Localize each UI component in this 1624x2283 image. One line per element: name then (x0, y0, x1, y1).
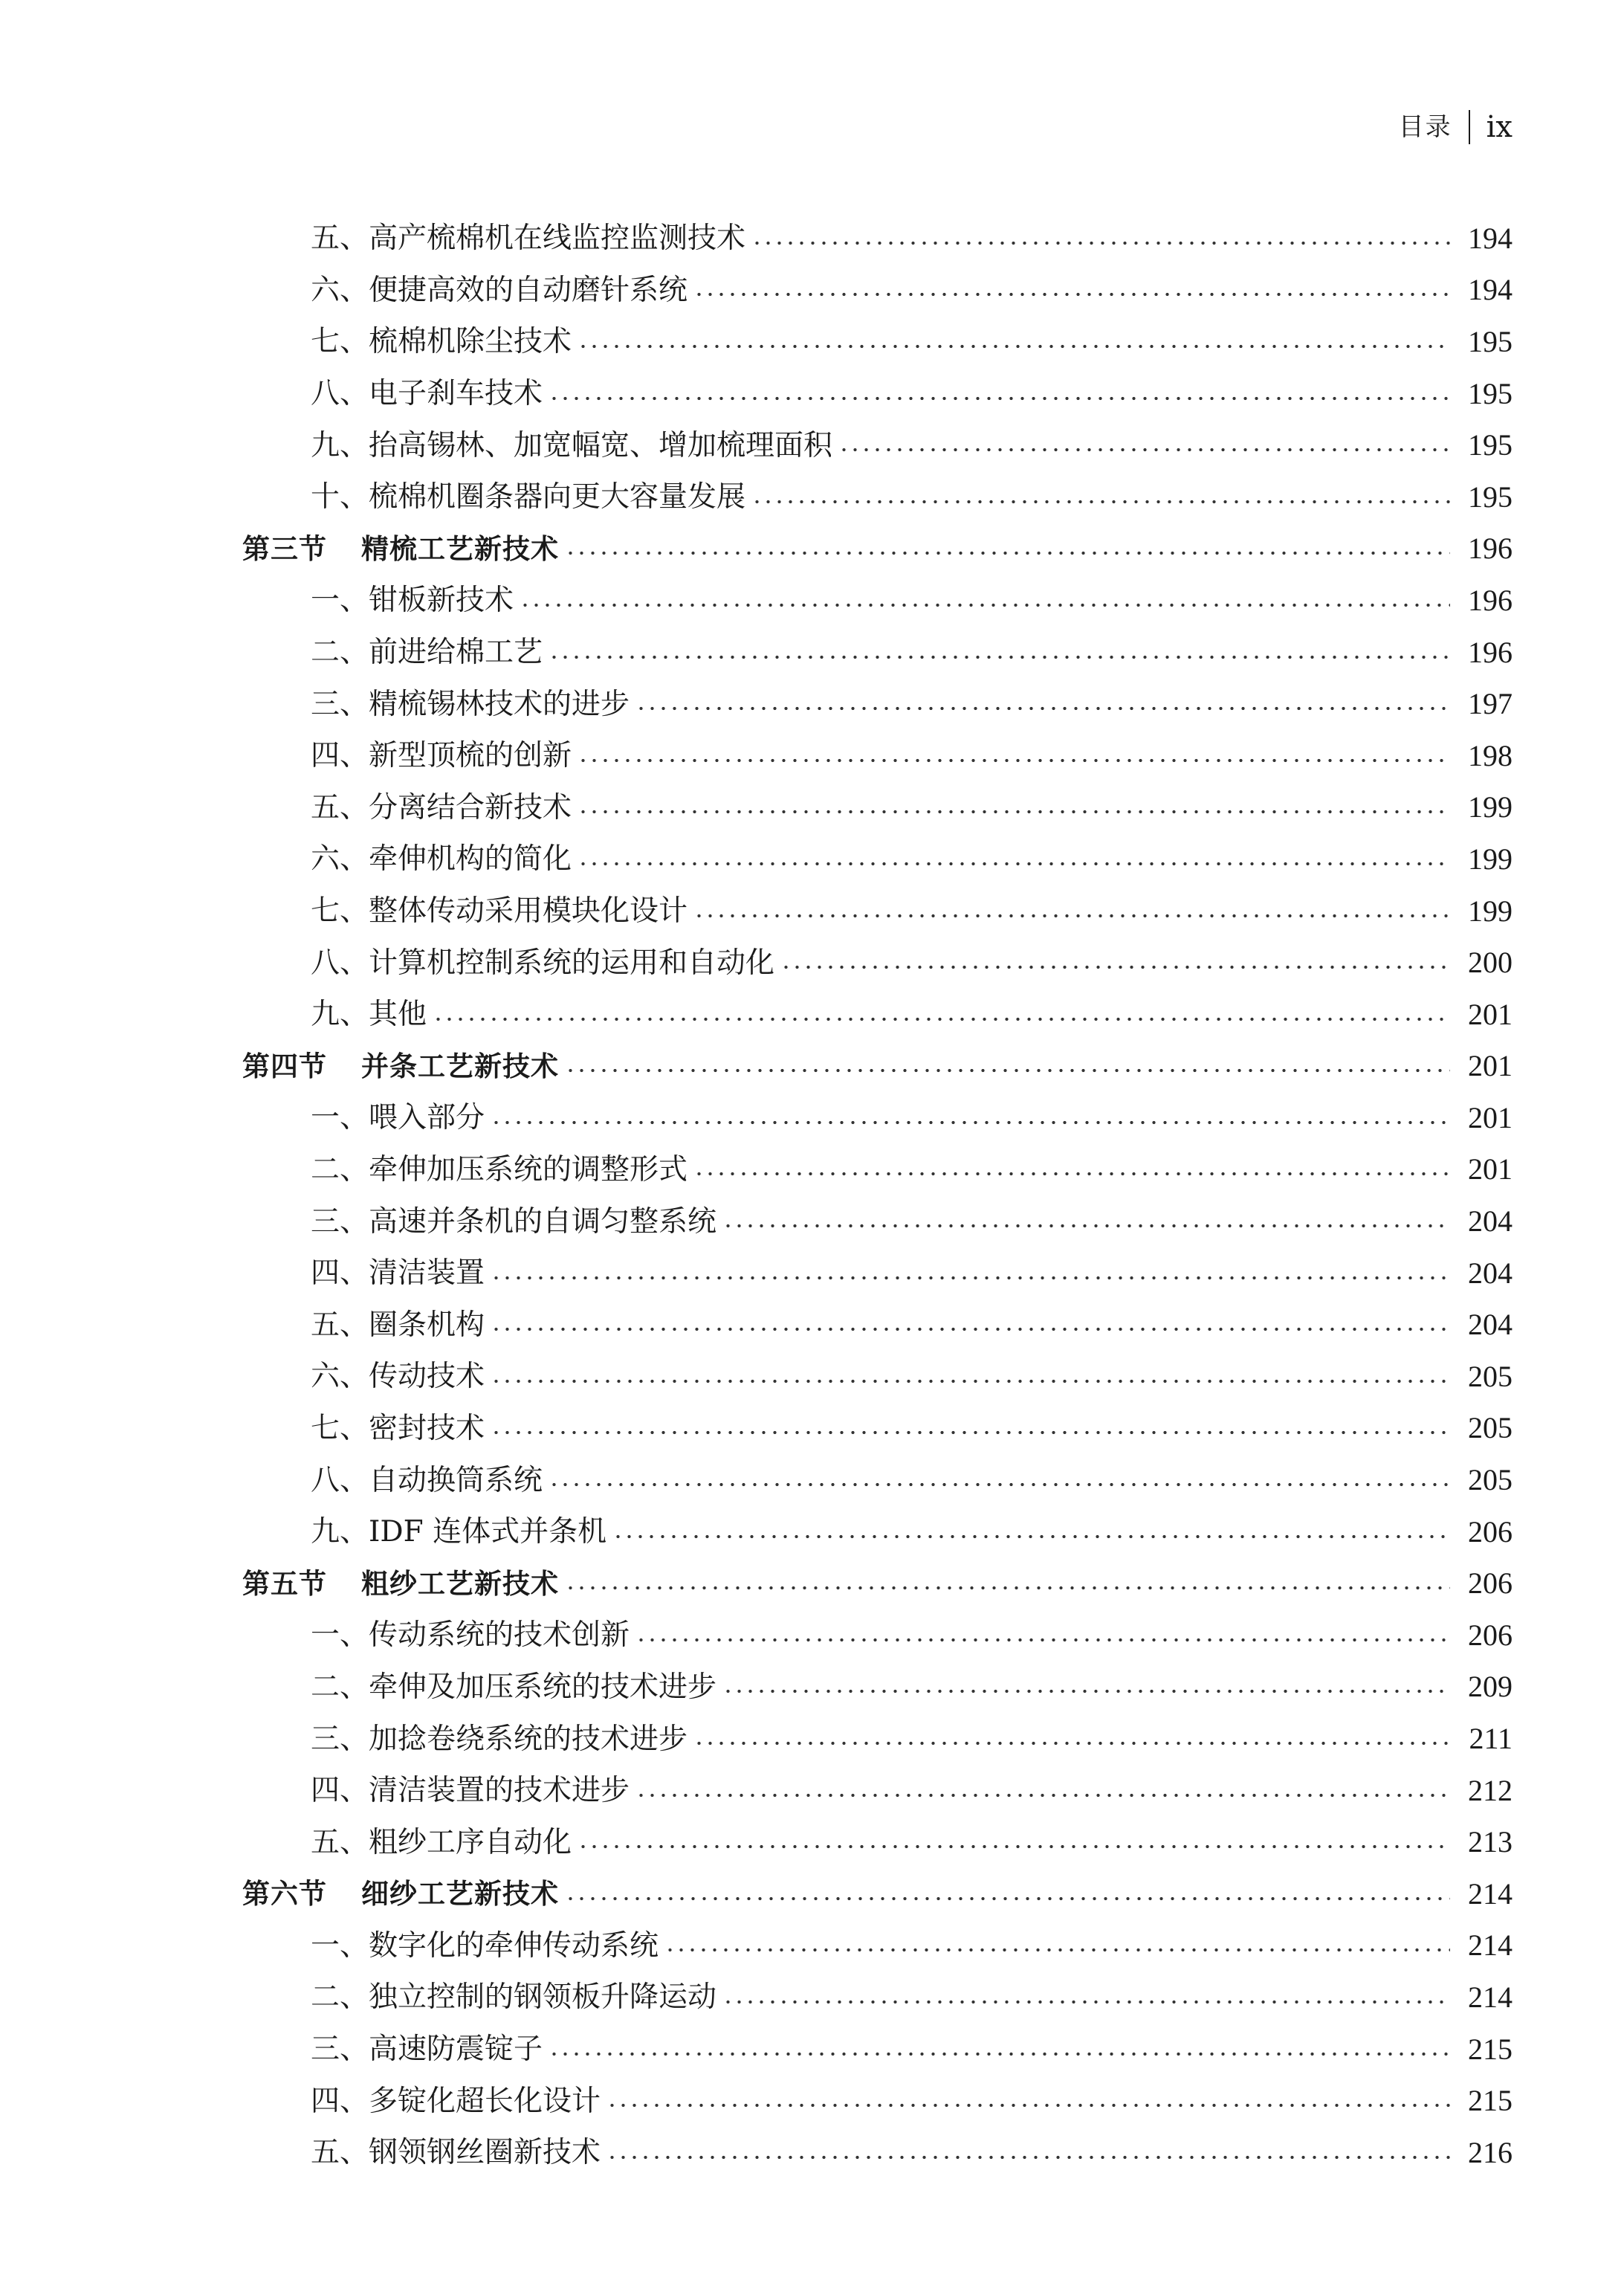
toc-entry-row[interactable] (0, 1403, 1624, 1455)
toc-entry-title: 八、计算机控制系统的运用和自动化 (311, 946, 775, 980)
toc-entry-row[interactable] (0, 937, 1624, 989)
dot-leader (491, 1326, 1450, 1332)
dot-leader (780, 964, 1450, 970)
toc-entry-title: 三、高速防震锭子 (311, 2032, 543, 2067)
toc-page-number: 199 (1468, 790, 1513, 824)
running-head-title: 目录 (1398, 112, 1452, 142)
dot-leader (722, 1688, 1450, 1694)
toc-entry-row[interactable] (0, 885, 1624, 937)
toc-page-number: 199 (1468, 894, 1513, 928)
toc-entry-title: 四、清洁装置 (311, 1256, 485, 1291)
toc-section-heading (242, 1050, 559, 1082)
toc-entry-title: 九、抬高锡林、加宽幅宽、增加梳理面积 (311, 428, 833, 462)
toc-section-label: 第六节 (242, 1878, 327, 1911)
toc-page-number: 198 (1468, 738, 1513, 772)
toc-section-row[interactable] (0, 523, 1624, 575)
toc-page-number: 197 (1468, 687, 1513, 721)
dot-leader (635, 705, 1450, 711)
page-number: ix (1486, 110, 1513, 144)
toc-entry-row[interactable] (0, 1092, 1624, 1144)
toc-section-title: 精梳工艺新技术 (361, 532, 559, 565)
toc-entry-title: 二、牵伸加压系统的调整形式 (311, 1152, 688, 1186)
toc-page-number: 195 (1468, 376, 1513, 410)
dot-leader (491, 1275, 1450, 1281)
dot-leader (578, 809, 1450, 815)
toc-entry-row[interactable] (0, 1247, 1624, 1299)
toc-page-number: 206 (1468, 1514, 1513, 1549)
dot-leader (578, 343, 1450, 349)
toc-page-number: 209 (1468, 1670, 1513, 1704)
toc-entry-title: 七、整体传动采用模块化设计 (311, 894, 688, 929)
toc-page-number: 204 (1468, 1204, 1513, 1239)
toc-entry-title: 七、梳棉机除尘技术 (311, 325, 572, 359)
dot-leader (520, 602, 1450, 608)
dot-leader (578, 758, 1450, 763)
toc-entry-row[interactable] (0, 1454, 1624, 1506)
toc-section-label: 第五节 (242, 1567, 327, 1600)
toc-entry-title: 六、牵伸机构的简化 (311, 842, 572, 876)
toc-entry-title: 八、电子刹车技术 (311, 377, 543, 411)
toc-entry-row[interactable] (0, 2024, 1624, 2076)
toc-page-number: 205 (1468, 1359, 1513, 1393)
toc-page-number: 196 (1468, 583, 1513, 617)
dot-leader (722, 1223, 1450, 1229)
dot-leader (491, 1378, 1450, 1384)
toc-section-heading (242, 1567, 559, 1600)
toc-entry-title: 一、传动系统的技术创新 (311, 1618, 630, 1653)
toc-entry-row[interactable] (0, 1920, 1624, 1972)
toc-entry-title: 九、其他 (311, 998, 427, 1032)
dot-leader (565, 1068, 1450, 1073)
toc-entry-row[interactable] (0, 1195, 1624, 1247)
toc-page-number: 204 (1468, 1308, 1513, 1342)
toc-entry-title: 二、独立控制的钢领板升降运动 (311, 1980, 717, 2015)
toc-entry-row[interactable] (0, 1972, 1624, 2024)
toc-entry-title: 五、高产梳棉机在线监控监测技术 (311, 222, 746, 256)
toc-entry-row[interactable] (0, 1816, 1624, 1868)
dot-leader (549, 654, 1450, 660)
toc-entry-row[interactable] (0, 782, 1624, 834)
dot-leader (838, 447, 1450, 453)
toc-page-number: 200 (1468, 946, 1513, 980)
dot-leader (491, 1120, 1450, 1126)
toc-page-number: 204 (1468, 1256, 1513, 1290)
toc-section-row[interactable] (0, 1557, 1624, 1609)
toc-entry-row[interactable] (0, 833, 1624, 885)
dot-leader (565, 550, 1450, 556)
toc-entry-title: 一、钳板新技术 (311, 584, 514, 618)
toc-entry-row[interactable] (0, 1351, 1624, 1403)
toc-entry-row[interactable] (0, 1765, 1624, 1817)
toc-section-row[interactable] (0, 1868, 1624, 1920)
toc-entry-row[interactable] (0, 2075, 1624, 2127)
toc-page-number: 195 (1468, 324, 1513, 358)
toc-page-number: 212 (1468, 1773, 1513, 1807)
dot-leader (722, 1999, 1450, 2005)
toc-entry-row[interactable] (0, 2127, 1624, 2179)
header-divider (1469, 110, 1470, 144)
toc-entry-row[interactable] (0, 989, 1624, 1041)
page-header (1399, 110, 1513, 144)
toc-page-number: 201 (1468, 997, 1513, 1031)
dot-leader (693, 291, 1450, 297)
dot-leader (612, 1534, 1450, 1540)
dot-leader (693, 1740, 1450, 1746)
dot-leader (693, 913, 1450, 919)
toc-entry-title: 一、喂入部分 (311, 1101, 485, 1135)
dot-leader (565, 1585, 1450, 1591)
toc-entry-title: 五、圈条机构 (311, 1308, 485, 1342)
dot-leader (578, 1844, 1450, 1850)
toc-entry-row[interactable] (0, 265, 1624, 317)
toc-entry-row[interactable] (0, 575, 1624, 627)
dot-leader (578, 861, 1450, 867)
dot-leader (565, 1896, 1450, 1902)
toc-page-number: 211 (1469, 1722, 1513, 1756)
toc-entry-title: 一、数字化的牵伸传动系统 (311, 1928, 659, 1963)
dot-leader (606, 2102, 1450, 2108)
toc-entry-row[interactable] (0, 1713, 1624, 1765)
toc-entry-title: 五、分离结合新技术 (311, 790, 572, 824)
dot-leader (433, 1016, 1450, 1022)
toc-section-title: 粗纱工艺新技术 (361, 1567, 559, 1600)
toc-page-number: 199 (1468, 842, 1513, 876)
toc-page-number: 201 (1468, 1152, 1513, 1186)
toc-entry-row[interactable] (0, 213, 1624, 265)
dot-leader (635, 1637, 1450, 1643)
toc-section-label: 第四节 (242, 1050, 327, 1082)
toc-page-number: 215 (1468, 2084, 1513, 2118)
toc-entry-title: 二、牵伸及加压系统的技术进步 (311, 1670, 717, 1704)
toc-entry-row[interactable] (0, 419, 1624, 471)
toc-entry-title: 九、IDF 连体式并条机 (311, 1515, 607, 1549)
toc-entry-title: 六、便捷高效的自动磨针系统 (311, 273, 688, 307)
toc-section-title: 并条工艺新技术 (361, 1050, 559, 1082)
toc-entry-row[interactable] (0, 316, 1624, 368)
toc-page-number: 201 (1468, 1100, 1513, 1134)
toc-entry-row[interactable] (0, 368, 1624, 420)
toc-entry-title: 十、梳棉机圈条器向更大容量发展 (311, 480, 746, 514)
toc-entry-title: 二、前进给棉工艺 (311, 636, 543, 670)
toc-section-heading (242, 532, 559, 565)
dot-leader (635, 1792, 1450, 1798)
dot-leader (664, 1947, 1450, 1953)
toc-page-number: 216 (1468, 2135, 1513, 2169)
toc-page-number: 213 (1468, 1825, 1513, 1859)
toc-page-number: 201 (1468, 1049, 1513, 1083)
toc-page-number: 215 (1468, 2032, 1513, 2066)
toc-entry-title: 八、自动换筒系统 (311, 1463, 543, 1497)
toc-entry-title: 三、加捻卷绕系统的技术进步 (311, 1722, 688, 1756)
toc-entry-row[interactable] (0, 678, 1624, 730)
toc-page-number: 214 (1468, 1980, 1513, 2014)
dot-leader (751, 499, 1450, 505)
toc-entry-row[interactable] (0, 1299, 1624, 1351)
toc-entry-row[interactable] (0, 730, 1624, 782)
toc-page-number: 194 (1468, 273, 1513, 307)
toc-entry-row[interactable] (0, 1144, 1624, 1196)
dot-leader (549, 2051, 1450, 2057)
toc-section-label: 第三节 (242, 532, 327, 565)
toc-entry-title: 三、精梳锡林技术的进步 (311, 687, 630, 721)
dot-leader (549, 1482, 1450, 1488)
dot-leader (693, 1171, 1450, 1177)
toc-entry-row[interactable] (0, 1506, 1624, 1558)
toc-entry-title: 六、传动技术 (311, 1360, 485, 1394)
toc-section-title: 细纱工艺新技术 (361, 1878, 559, 1911)
toc-page-number: 206 (1468, 1618, 1513, 1652)
toc-page-number: 196 (1468, 635, 1513, 669)
toc-entry-title: 五、粗纱工序自动化 (311, 1825, 572, 1859)
toc-page-number: 196 (1468, 532, 1513, 566)
toc-page-number: 205 (1468, 1463, 1513, 1497)
toc-section-heading (242, 1878, 559, 1911)
toc-page-number: 205 (1468, 1411, 1513, 1445)
toc-entry-title: 四、多锭化超长化设计 (311, 2084, 601, 2118)
dot-leader (549, 395, 1450, 401)
toc-entry-title: 四、清洁装置的技术进步 (311, 1774, 630, 1808)
toc-entry-row[interactable] (0, 627, 1624, 679)
toc-entry-title: 三、高速并条机的自调匀整系统 (311, 1204, 717, 1239)
toc-page-number: 195 (1468, 479, 1513, 514)
table-of-contents (0, 213, 1624, 2179)
toc-page-number: 214 (1468, 1876, 1513, 1911)
dot-leader (751, 240, 1450, 246)
toc-entry-row[interactable] (0, 1662, 1624, 1714)
dot-leader (491, 1430, 1450, 1436)
toc-page-number: 195 (1468, 428, 1513, 462)
toc-page-number: 214 (1468, 1928, 1513, 1963)
toc-section-row[interactable] (0, 1041, 1624, 1093)
toc-page-number: 206 (1468, 1566, 1513, 1601)
toc-entry-title: 四、新型顶梳的创新 (311, 739, 572, 773)
toc-entry-title: 五、钢领钢丝圈新技术 (311, 2136, 601, 2170)
toc-page-number: 194 (1468, 221, 1513, 255)
toc-entry-row[interactable] (0, 471, 1624, 523)
dot-leader (606, 2154, 1450, 2160)
toc-entry-row[interactable] (0, 1609, 1624, 1662)
toc-entry-title: 七、密封技术 (311, 1411, 485, 1445)
